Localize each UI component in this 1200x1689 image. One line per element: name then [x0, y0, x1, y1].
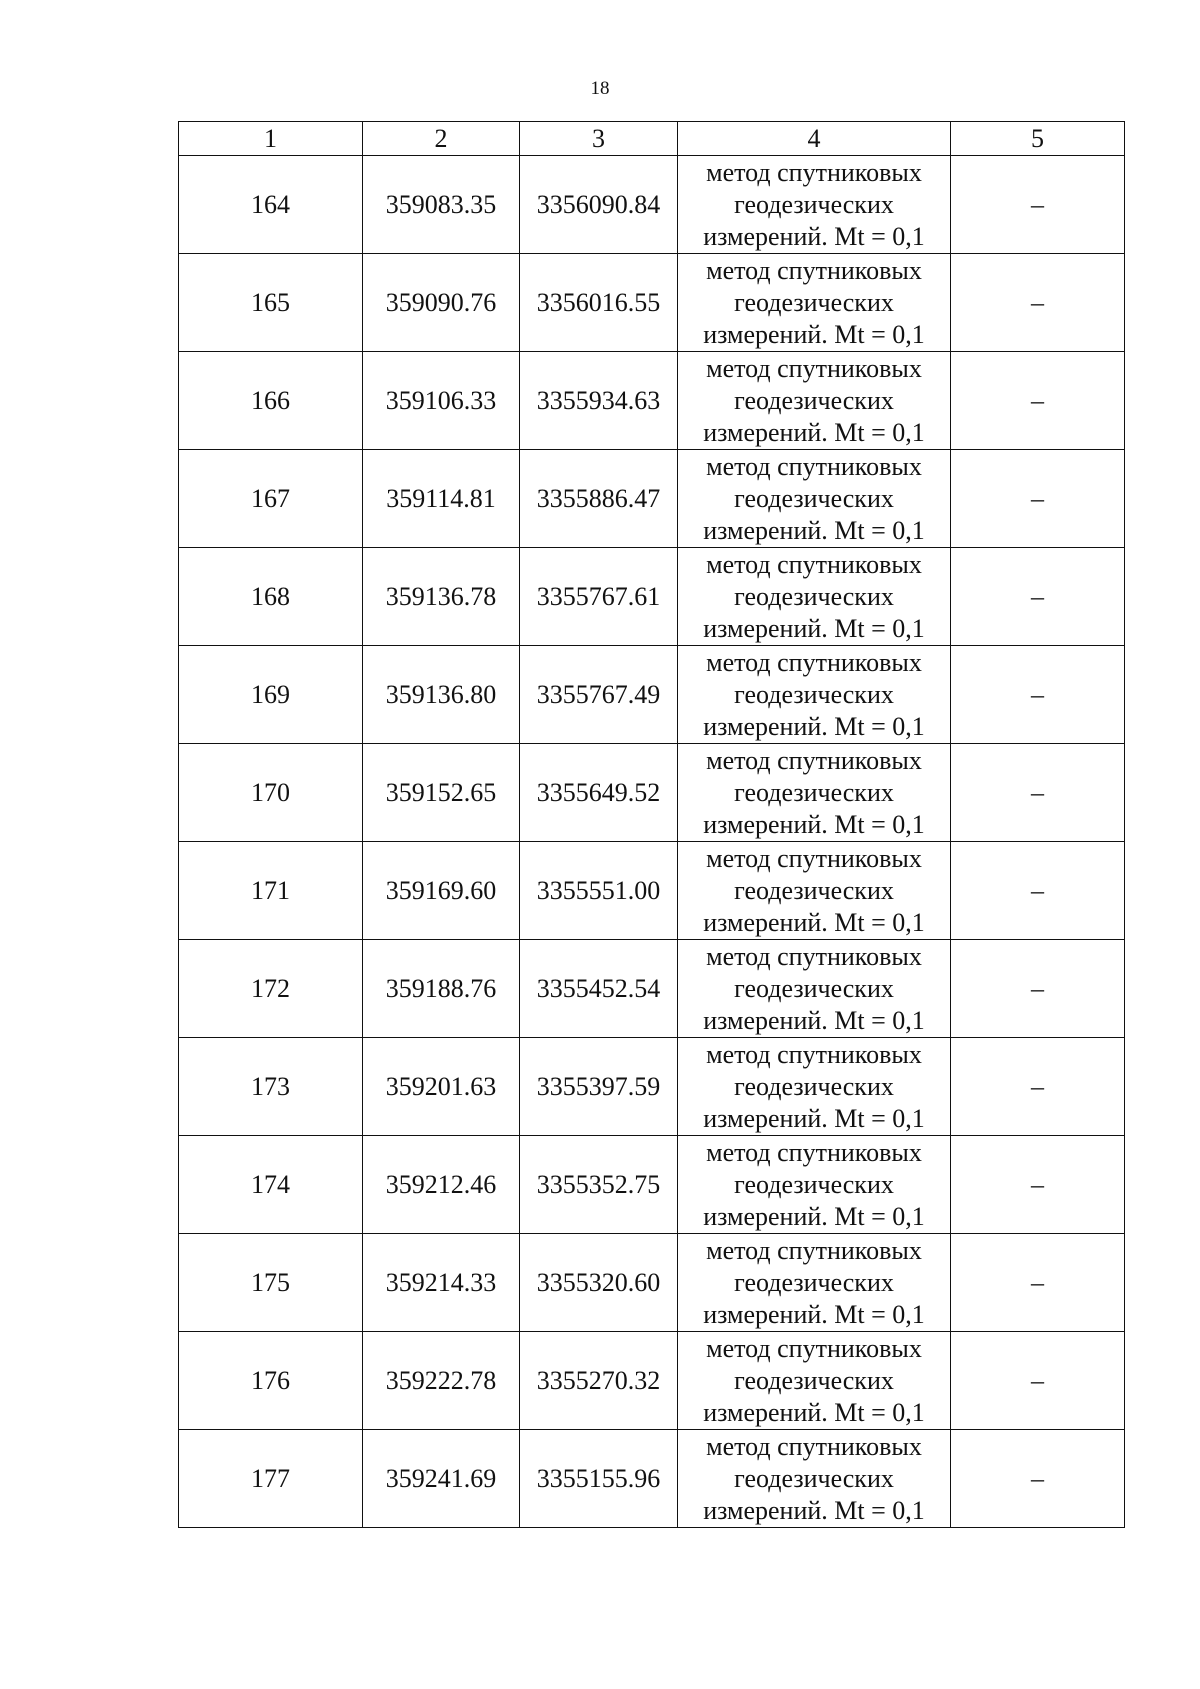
measurement-method: метод спутниковых геодезических измерений. Mt = 0,1	[678, 1234, 951, 1332]
coordinate-x: 359212.46	[363, 1136, 520, 1234]
point-number: 167	[179, 450, 363, 548]
note-cell: –	[951, 744, 1125, 842]
coordinate-y: 3355934.63	[520, 352, 678, 450]
point-number: 172	[179, 940, 363, 1038]
point-number: 171	[179, 842, 363, 940]
coordinate-y: 3355649.52	[520, 744, 678, 842]
table-row	[179, 1332, 1125, 1430]
table-header-row	[179, 122, 1125, 156]
note-cell: –	[951, 1038, 1125, 1136]
note-cell: –	[951, 1430, 1125, 1528]
coordinate-x: 359090.76	[363, 254, 520, 352]
note-cell: –	[951, 646, 1125, 744]
note-cell: –	[951, 352, 1125, 450]
table-row	[179, 1430, 1125, 1528]
note-cell: –	[951, 450, 1125, 548]
coordinate-y: 3355452.54	[520, 940, 678, 1038]
point-number: 175	[179, 1234, 363, 1332]
measurement-method: метод спутниковых геодезических измерений. Mt = 0,1	[678, 744, 951, 842]
column-header: 1	[179, 122, 363, 156]
coordinate-x: 359188.76	[363, 940, 520, 1038]
coordinate-x: 359136.80	[363, 646, 520, 744]
coordinate-y: 3356090.84	[520, 156, 678, 254]
measurement-method: метод спутниковых геодезических измерений. Mt = 0,1	[678, 1136, 951, 1234]
table-row	[179, 156, 1125, 254]
measurement-method: метод спутниковых геодезических измерений. Mt = 0,1	[678, 352, 951, 450]
table-row	[179, 646, 1125, 744]
point-number: 174	[179, 1136, 363, 1234]
coordinate-y: 3355397.59	[520, 1038, 678, 1136]
measurement-method: метод спутниковых геодезических измерений. Mt = 0,1	[678, 842, 951, 940]
page-number: 18	[590, 78, 610, 99]
coordinate-y: 3355270.32	[520, 1332, 678, 1430]
coordinate-x: 359106.33	[363, 352, 520, 450]
note-cell: –	[951, 842, 1125, 940]
coordinate-y: 3355767.61	[520, 548, 678, 646]
point-number: 166	[179, 352, 363, 450]
note-cell: –	[951, 1136, 1125, 1234]
measurement-method: метод спутниковых геодезических измерений. Mt = 0,1	[678, 646, 951, 744]
table-row	[179, 450, 1125, 548]
coordinate-x: 359222.78	[363, 1332, 520, 1430]
coordinate-y: 3355551.00	[520, 842, 678, 940]
note-cell: –	[951, 940, 1125, 1038]
table-row	[179, 1234, 1125, 1332]
point-number: 169	[179, 646, 363, 744]
coordinate-y: 3355886.47	[520, 450, 678, 548]
point-number: 164	[179, 156, 363, 254]
point-number: 170	[179, 744, 363, 842]
measurement-method: метод спутниковых геодезических измерений. Mt = 0,1	[678, 1332, 951, 1430]
table-row	[179, 254, 1125, 352]
column-header: 4	[678, 122, 951, 156]
coordinate-y: 3355767.49	[520, 646, 678, 744]
point-number: 177	[179, 1430, 363, 1528]
note-cell: –	[951, 548, 1125, 646]
measurement-method: метод спутниковых геодезических измерений. Mt = 0,1	[678, 156, 951, 254]
coordinate-x: 359169.60	[363, 842, 520, 940]
coordinate-y: 3356016.55	[520, 254, 678, 352]
coordinate-x: 359241.69	[363, 1430, 520, 1528]
point-number: 176	[179, 1332, 363, 1430]
coordinates-table	[178, 121, 1125, 1528]
table-row	[179, 842, 1125, 940]
column-header: 5	[951, 122, 1125, 156]
measurement-method: метод спутниковых геодезических измерений. Mt = 0,1	[678, 1038, 951, 1136]
table-row	[179, 940, 1125, 1038]
point-number: 173	[179, 1038, 363, 1136]
coordinate-y: 3355155.96	[520, 1430, 678, 1528]
coordinate-y: 3355352.75	[520, 1136, 678, 1234]
table-row	[179, 548, 1125, 646]
note-cell: –	[951, 1332, 1125, 1430]
measurement-method: метод спутниковых геодезических измерений. Mt = 0,1	[678, 254, 951, 352]
note-cell: –	[951, 156, 1125, 254]
table-row	[179, 1136, 1125, 1234]
coordinate-x: 359214.33	[363, 1234, 520, 1332]
column-header: 2	[363, 122, 520, 156]
column-header: 3	[520, 122, 678, 156]
coordinate-x: 359083.35	[363, 156, 520, 254]
measurement-method: метод спутниковых геодезических измерений. Mt = 0,1	[678, 940, 951, 1038]
coordinate-x: 359136.78	[363, 548, 520, 646]
coordinate-y: 3355320.60	[520, 1234, 678, 1332]
point-number: 165	[179, 254, 363, 352]
note-cell: –	[951, 1234, 1125, 1332]
point-number: 168	[179, 548, 363, 646]
table-row	[179, 352, 1125, 450]
coordinate-x: 359201.63	[363, 1038, 520, 1136]
measurement-method: метод спутниковых геодезических измерений. Mt = 0,1	[678, 1430, 951, 1528]
table-row	[179, 1038, 1125, 1136]
measurement-method: метод спутниковых геодезических измерений. Mt = 0,1	[678, 548, 951, 646]
measurement-method: метод спутниковых геодезических измерений. Mt = 0,1	[678, 450, 951, 548]
coordinate-x: 359152.65	[363, 744, 520, 842]
note-cell: –	[951, 254, 1125, 352]
table-row	[179, 744, 1125, 842]
coordinate-x: 359114.81	[363, 450, 520, 548]
